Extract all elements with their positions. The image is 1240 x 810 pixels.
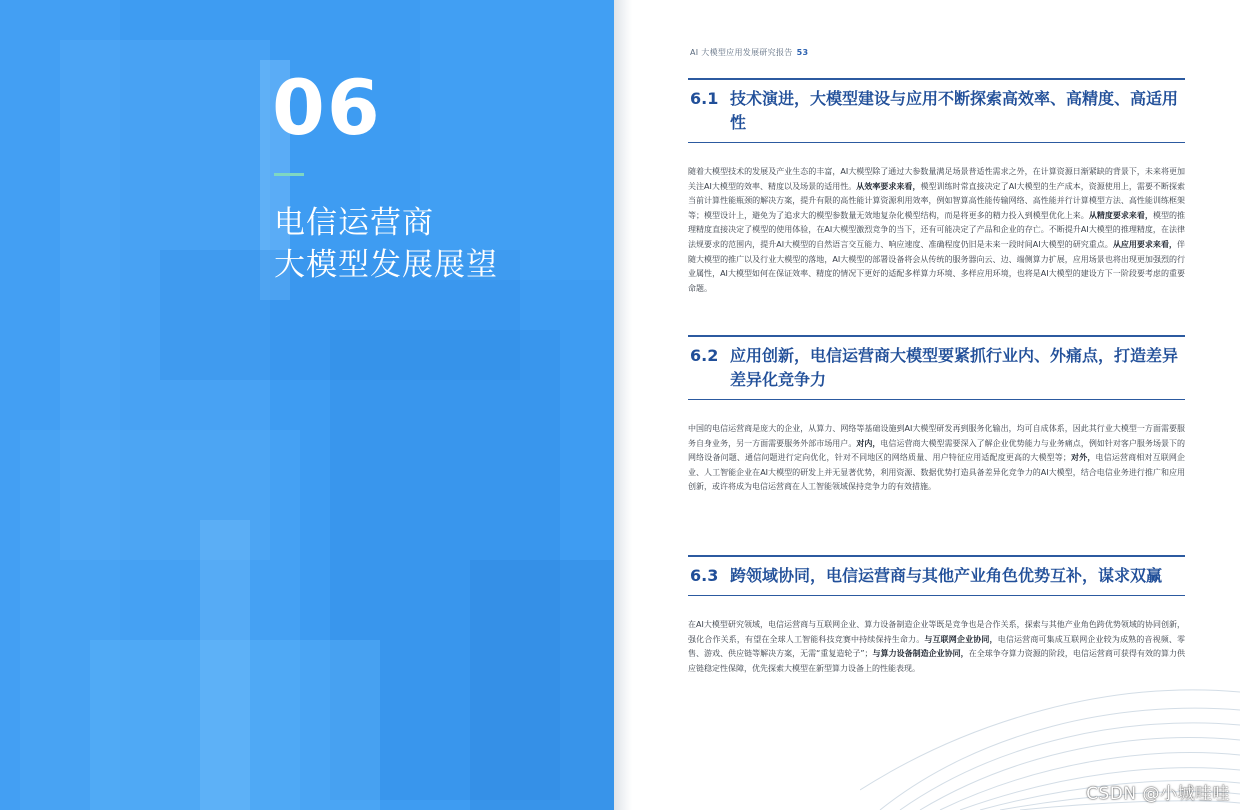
section-6-2 [688,335,1185,495]
section-number: 6.3 [690,566,719,585]
chapter-title-line2: 大模型发展展望 [274,247,498,283]
content-page [632,0,1240,810]
bold-lead-text: 对内， [856,438,881,448]
report-name: AI 大模型应用发展研究报告 [690,48,793,57]
section-heading [688,557,1185,595]
chapter-cover-panel [0,0,614,810]
paragraph-text: 模型训练时常直接决定了AI大模型的生产成本，资源使用上，需要不断探索当前计算性能瓶颈的解决方案，提升有限的高性能计算资源利用效率，例如智算高性能传输网络、高性能并行计算模型方法、高性能训练框架等；模型设计上，避免为了追求大的模型参数量无效地复杂化模型结构，而是将更多的精力投入到模型优化上来。 [688,181,1185,220]
section-rule-bottom [688,595,1185,596]
paragraph-text: 在全球争夺算力资源的阶段，电信运营商可获得有效的算力供应链稳定性保障，优先探索大模型在新型算力设备上的性能表现。 [688,649,1186,673]
section-body [688,422,1185,495]
section-6-1 [688,78,1185,296]
section-number: 6.2 [690,346,719,365]
paragraph-text: 电信运营商可集成互联网企业较为成熟的音视频、零售、游戏、供应链等解决方案，无需“重复造轮子”； [688,634,1186,659]
watermark-text: CSDN @小城哇哇 [1086,784,1230,804]
section-number: 6.1 [690,89,719,108]
section-rule-bottom [688,399,1185,400]
bold-lead-text: 从应用要求来看， [1112,239,1177,249]
bold-lead-text: 从效率要求来看， [856,181,921,191]
section-body [688,618,1185,676]
page-number: 53 [796,48,809,57]
section-title: 应用创新，电信运营商大模型要紧抓行业内、外痛点，打造差异差异化竞争力 [730,346,1179,389]
section-rule-bottom [688,142,1185,143]
bold-lead-text: 对外， [1070,453,1096,463]
bold-lead-text: 与互联网企业协同， [924,634,998,644]
section-heading [688,337,1185,399]
bold-lead-text: 与算力设备制造企业协同， [872,649,969,659]
running-header [690,47,808,58]
paragraph-text: 随着大模型技术的发展及产业生态的丰富，AI大模型除了通过大参数量满足场景普适性需求之外，在计算资源日渐紧缺的背景下，未来将更加关注AI大模型的效率、精度以及场景的适用性。 [688,167,1185,191]
paragraph-text: 模型的推理精度直接决定了模型的使用体验，在AI大模型激烈竞争的当下，还有可能决定了产品和企业的存亡。不断提升AI大模型的推理精度，在法律法规要求的范围内，提升AI大模型的自然语言交互能力、响应速度、准确程度仍旧是未来一段时间AI大模型的研究重点。 [688,210,1186,249]
accent-divider [274,173,304,176]
section-6-3 [688,555,1185,676]
paragraph-text: 伴随大模型的推广以及行业大模型的落地，AI大模型的部署设备将会从传统的服务器向云、边、端侧算力扩展，应用场景也将出现更加强烈的行业属性，AI大模型如何在保证效率、精度的情况下更好的适配多样算力环境、多样应用环境，也将是AI大模型的建设方下一阶段要考虑的重要命题。 [688,239,1185,293]
chapter-number: 06 [272,63,382,152]
section-heading [688,80,1185,142]
section-body [688,165,1185,296]
paragraph-text: 在AI大模型研究领域，电信运营商与互联网企业、算力设备制造企业等既是竞争也是合作关系，探索与其他产业角色跨优势领域的协同创新，强化合作关系，有望在全球人工智能科技竞赛中持续保持生命力。 [688,620,1185,644]
chapter-title [274,202,498,286]
bold-lead-text: 从精度要求来看， [1088,210,1153,220]
chapter-title-line1: 电信运营商 [274,205,434,241]
page-spine [614,0,632,810]
paragraph-text: 电信运营商大模型需要深入了解企业优势能力与业务痛点，例如针对客户服务场景下的网络设备问题、通信问题进行定向优化，针对不同地区的网络质量、用户特征应用适配度更高的大模型等； [688,438,1186,463]
section-title: 跨领域协同，电信运营商与其他产业角色优势互补，谋求双赢 [730,566,1163,585]
paragraph-text: 电信运营商相对互联网企业、人工智能企业在AI大模型的研发上并无显著优势，利用资源、数据优势打造具备差异化竞争力的AI大模型，结合电信业务进行推广和应用创新，或许将成为电信运营商在人工智能领域保持竞争力的有效措施。 [688,453,1186,492]
section-title: 技术演进，大模型建设与应用不断探索高效率、高精度、高适用性 [730,89,1179,132]
paragraph-text: 中国的电信运营商是庞大的企业，从算力、网络等基础设施到AI大模型研发再到服务化输出，均可自成体系，因此其行业大模型一方面需要服务自身业务，另一方面需要服务外部市场用户。 [688,424,1185,448]
